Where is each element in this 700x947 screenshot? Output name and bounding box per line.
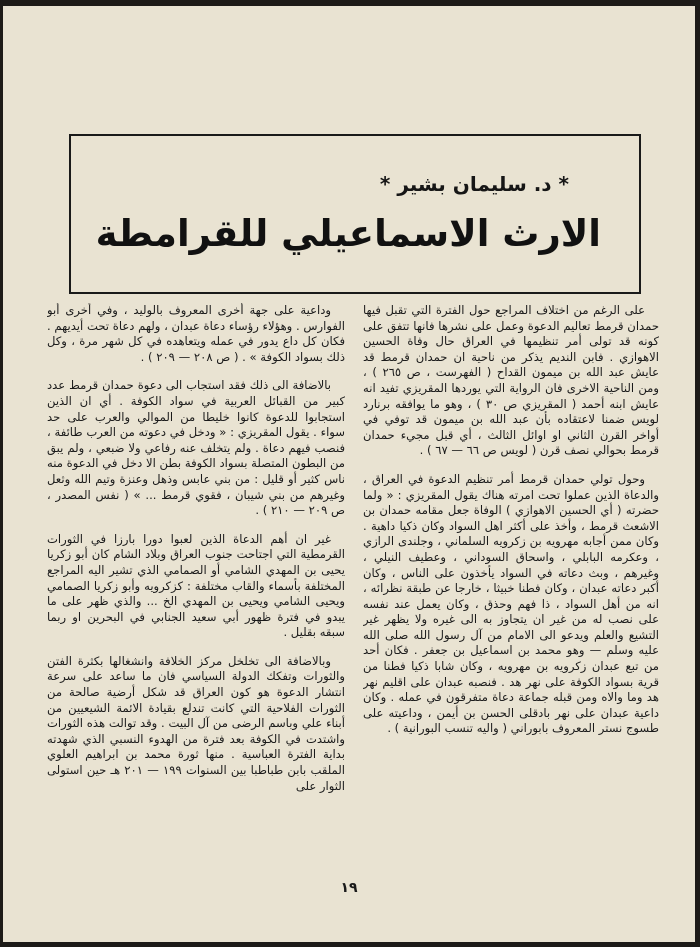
paragraph: غير ان أهم الدعاة الذين لعبوا دورا بارزا في الثورات القرمطية التي اجتاحت جنوب العراق وبلاد الشام كان أبو زكريا يحيى بن المهدي الشامي أو الصمامي الذي تشير اليه المراجع المختلفة بأسماء والقاب مختلفة : كزكرويه وأبو زكريا الصمامي ويحيى الشامي ويحيى بن المهدي الخ ... والذي ظهر على ما يبدو في فترة ظهور أبي سعيد الجنابي في البحرين او ربما سبقه بقليل . (47, 531, 345, 640)
author-name: * د. سليمان بشير * (379, 172, 569, 196)
article-title-box (69, 134, 641, 294)
article-title: الارث الاسماعيلي للقرامطة (95, 212, 601, 255)
text-column-right (363, 303, 659, 878)
magazine-page (3, 6, 695, 942)
text-column-left (47, 303, 345, 878)
paragraph: على الرغم من اختلاف المراجع حول الفترة التي تقبل فيها حمدان قرمط تعاليم الدعوة وعمل على نشرها فانها تتفق على كونه قد تولى أمر تنظيمها في العراق حال وفاة الحسين الاهوازي . فابن النديم يذكر من ناحية ان حمدان قرمط قد عايش عبد الله بن ميمون القداح ( الفهرست ، ص ٢٦٥ ) ، ومن الناحية الاخرى فان الرواية التي يوردها المقريزي تفيد انه عايش ابنه أحمد ( المقريزي ص ٣٠ ) ، وهو ما يوافقه برنارد لويس ضمنا لاعتقاده بأن عبد الله بن ميمون قد توفي في أواخر القرن الثاني او اوائل الثالث ، أي قبل مجيء حمدان قرمط بحوالي نصف قرن ( لويس ص ٦٦ — ٦٧ ) . (363, 303, 659, 458)
paragraph: وحول تولي حمدان قرمط أمر تنظيم الدعوة في العراق ، والدعاة الذين عملوا تحت امرته هناك يقول المقريزي : « ولما حضرته ( أي الحسين الاهوازي ) الوفاة جعل مقامه حمدان بن الاشعث قرمط ، وأخذ على أكثر اهل السواد وكان ذكيا داهية . وكان ممن أجابه مهرويه بن زكرويه السلماني ، وجلندى الرازي ، وعكرمه البابلي ، واسحاق السوداني ، وعطيف النيلي ، وغيرهم ، وبث دعاته في السواد يأخذون على الناس ، وكان أكبر دعاته عبدان ، وكان فطنا خبيثا ، خارجا عن طبقة نظرائه ، انه من أهل السواد ، ذا فهم وحذق ، وكان يعمل عند نفسه على نصب له من غير ان يتجاوز به الى غيره ولا يظهر غير التشيع والعلم ويدعو الى الامام من آل رسول الله صلى الله عليه وسلم — وهو محمد بن اسماعيل بن جعفر . فكان أحد من تبع عبدان زكرويه بن مهرويه ، وكان شابا ذكيا فطنا من قرية بسواد الكوفة على نهر هد . فنصبه عبدان على اقليم نهر هد وما والاه ومن قبله جماعة دعاة متفرقون في عمله . وكان داعية عبدان على نهر بادقلى الحسن بن أيمن ، وداعيته على طسوج نستر المعروف بابوراني ( واليه تنسب البورانية ) . (363, 471, 659, 736)
paragraph: بالاضافة الى ذلك فقد استجاب الى دعوة حمدان قرمط عدد كبير من القبائل العربية في سواد الكوفة . أي ان الذين استجابوا للدعوة كانوا خليطا من الموالي والعرب على حد سواء . يقول المقريزي : « ودخل في دعوته من العرب طائفة ، فنصب فيهم دعاة . ولم يتخلف عنه رفاعي ولا ضبعي ، ولم يبق من البطون المتصلة بسواد الكوفة بطن الا دخل في الدعوة منه ناس كثير أو قليل : من بني عابس وذهل وعنزة وتيم الله وثعل وغيرهم من بني شيبان ، فقوي قرمط ... » ( نفس المصدر ، ص ٢٠٩ — ٢١٠ ) . (47, 378, 345, 518)
page-number: ١٩ (340, 880, 358, 896)
paragraph: وداعية على جهة أخرى المعروف بالوليد ، وفي أخرى أبو الفوارس . وهؤلاء رؤساء دعاة عبدان ، ولهم دعاة تحت أيديهم . فكان كل داع يدور في عمله ويتعاهده في كل شهر مرة ، وكل ذلك بسواد الكوفة » . ( ص ٢٠٨ — ٢٠٩ ) . (47, 303, 345, 364)
paragraph: وبالاضافة الى تخلخل مركز الخلافة وانشغالها بكثرة الفتن والثورات وتفكك الدولة السياسي فان ما ساعد على سرعة انتشار الدعوة هو كون العراق قد شكل أرضية صالحة من الثورات الفلاحية التي كانت تندلع بقيادة الائمة الشيعيين من أبناء علي وباسم الرضى من آل البيت . وقد توالت هذه الثورات واشتدت في الكوفة بعد فترة من الهدوء النسبي الذي شهدته بداية الفترة العباسية . منها ثورة محمد بن ابراهيم العلوي الملقب بابن طباطبا بين السنوات ١٩٩ — ٢٠١ هـ حين استولى الثوار على (47, 653, 345, 793)
